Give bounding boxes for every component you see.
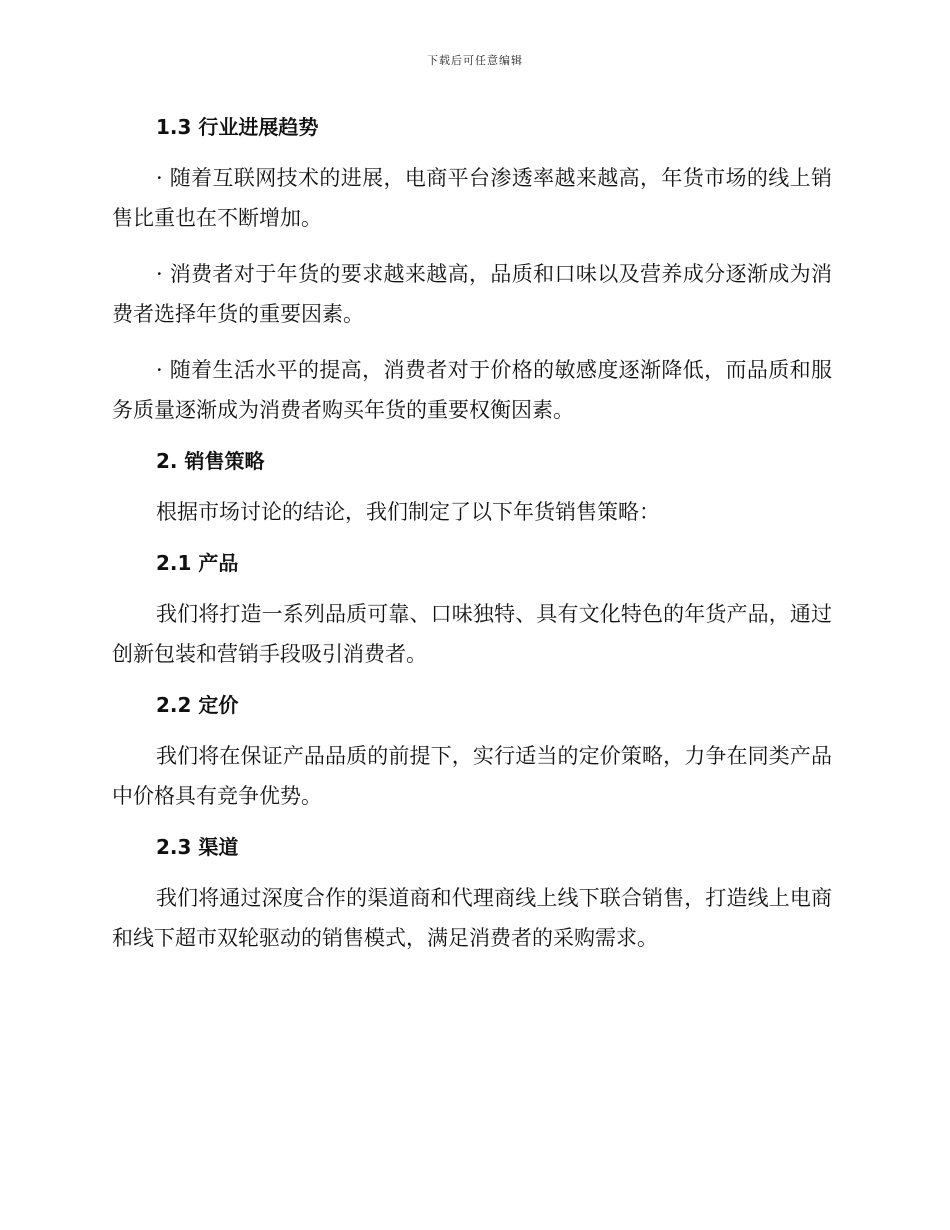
paragraph: · 随着互联网技术的进展，电商平台渗透率越来越高，年货市场的线上销售比重也在不断增加。	[112, 166, 832, 230]
paragraph: 我们将通过深度合作的渠道商和代理商线上线下联合销售，打造线上电商和线下超市双轮驱动的销售模式，满足消费者的采购需求。	[112, 886, 832, 950]
section-heading-1-3: 1.3 行业进展趋势	[156, 115, 319, 139]
section-heading-2: 2. 销售策略	[156, 449, 265, 473]
paragraph: 我们将在保证产品品质的前提下，实行适当的定价策略，力争在同类产品中价格具有竞争优势。	[112, 744, 832, 808]
page-header: 下载后可任意编辑	[427, 54, 523, 67]
section-heading-2-3: 2.3 渠道	[156, 835, 239, 859]
section-heading-2-1: 2.1 产品	[156, 551, 239, 575]
section-heading-2-2: 2.2 定价	[156, 693, 239, 717]
paragraph: 我们将打造一系列品质可靠、口味独特、具有文化特色的年货产品，通过创新包装和营销手段吸引消费者。	[112, 602, 832, 666]
paragraph: · 随着生活水平的提高，消费者对于价格的敏感度逐渐降低，而品质和服务质量逐渐成为消费者购买年货的重要权衡因素。	[112, 358, 832, 422]
paragraph: · 消费者对于年货的要求越来越高，品质和口味以及营养成分逐渐成为消费者选择年货的重要因素。	[112, 262, 832, 326]
document-body	[112, 112, 832, 974]
paragraph: 根据市场讨论的结论，我们制定了以下年货销售策略：	[156, 500, 660, 524]
